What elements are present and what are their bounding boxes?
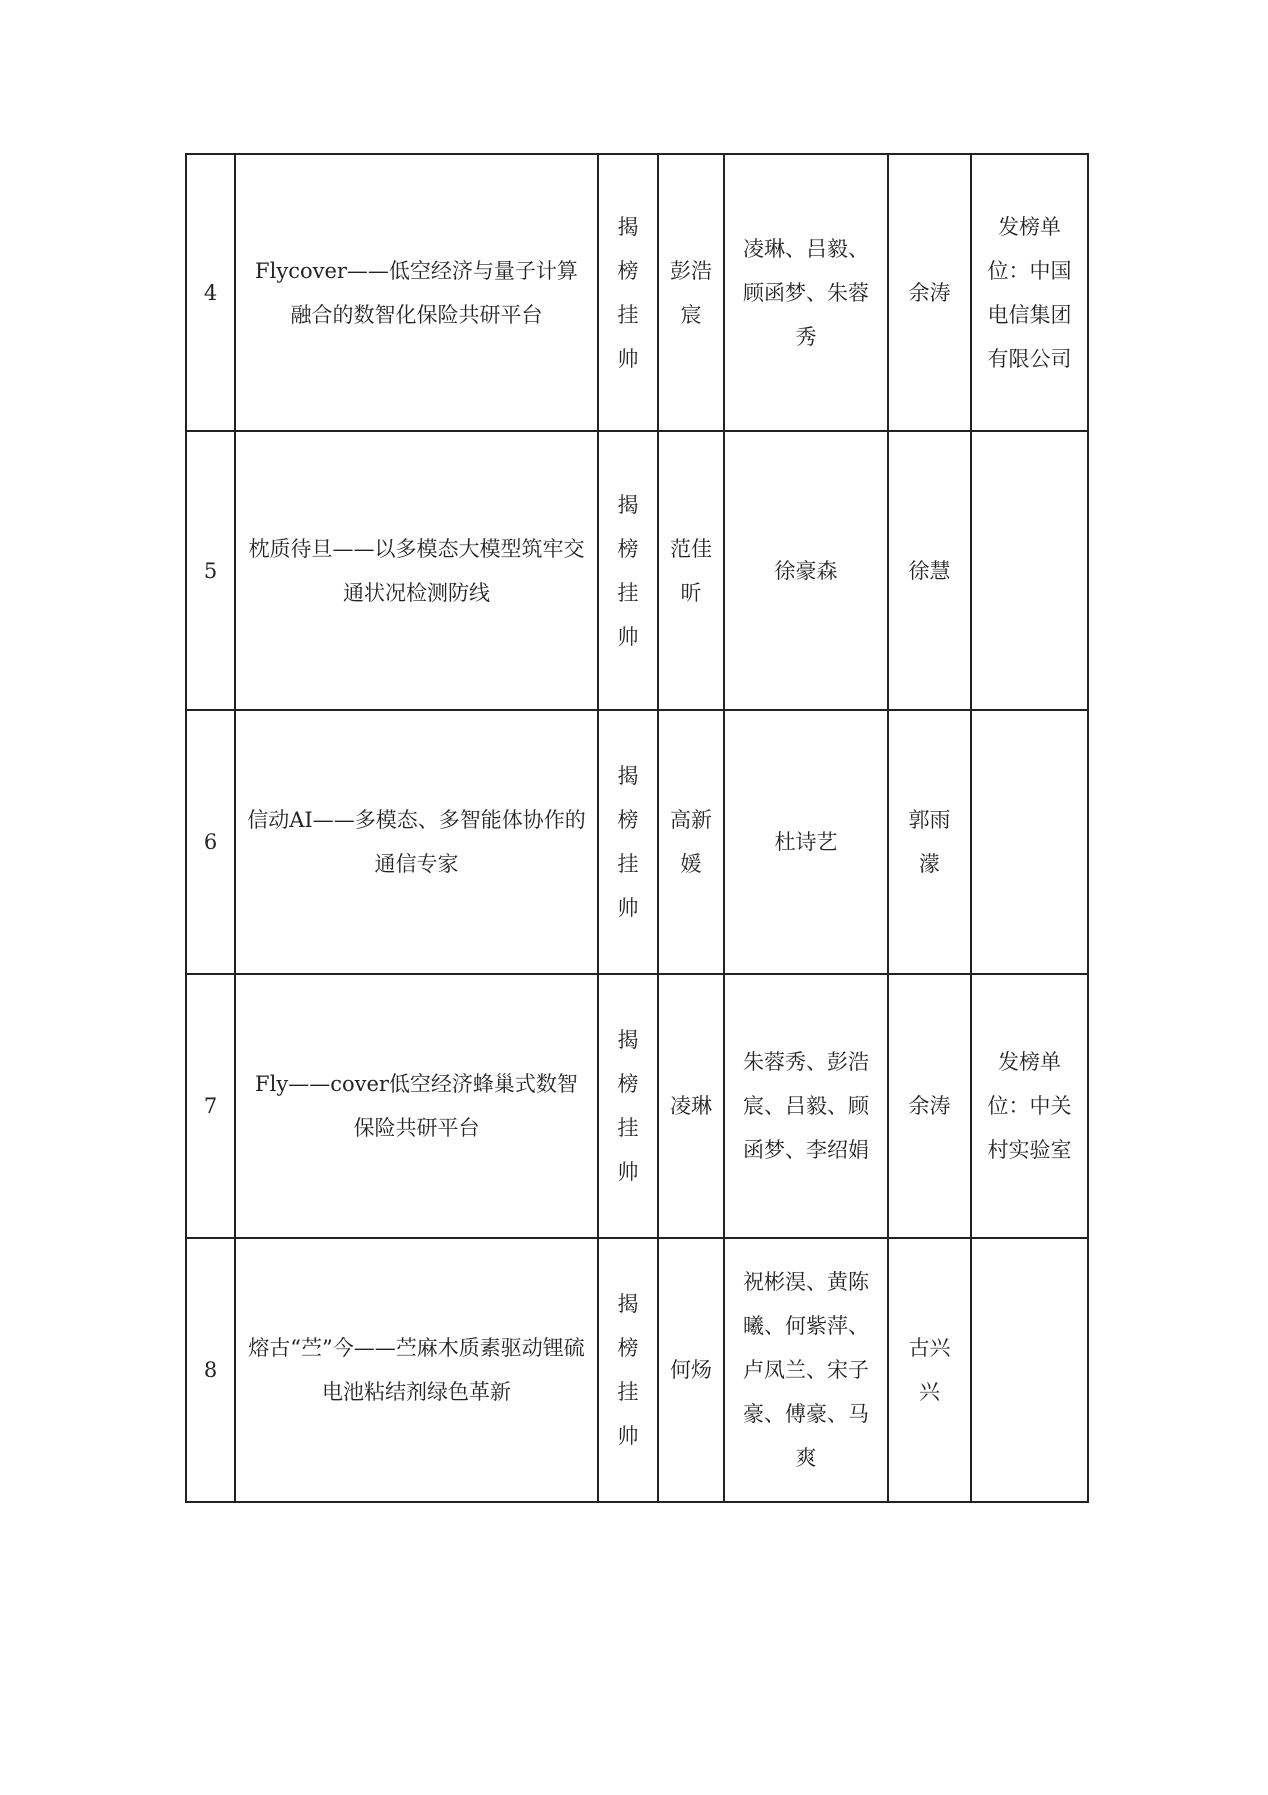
project-name: Fly——cover低空经济蜂巢式数智保险共研平台 <box>235 974 598 1238</box>
team-members: 凌琳、吕毅、顾函梦、朱蓉秀 <box>724 154 888 431</box>
team-leader: 高新媛 <box>658 710 724 974</box>
table-row <box>186 710 1088 974</box>
issuing-unit <box>971 1238 1088 1502</box>
table-row <box>186 1238 1088 1502</box>
row-number: 6 <box>186 710 235 974</box>
team-leader: 彭浩宸 <box>658 154 724 431</box>
project-type: 揭榜挂帅 <box>598 154 658 431</box>
table-row <box>186 431 1088 710</box>
issuing-unit <box>971 710 1088 974</box>
row-number: 7 <box>186 974 235 1238</box>
team-leader: 范佳昕 <box>658 431 724 710</box>
row-number: 5 <box>186 431 235 710</box>
project-type: 揭榜挂帅 <box>598 974 658 1238</box>
team-members: 朱蓉秀、彭浩宸、吕毅、顾函梦、李绍娟 <box>724 974 888 1238</box>
issuing-unit <box>971 431 1088 710</box>
project-name: 信动AI——多模态、多智能体协作的通信专家 <box>235 710 598 974</box>
team-members: 徐豪森 <box>724 431 888 710</box>
project-table <box>185 153 1089 1503</box>
project-name: 枕质待旦——以多模态大模型筑牢交通状况检测防线 <box>235 431 598 710</box>
project-type: 揭榜挂帅 <box>598 431 658 710</box>
project-name: Flycover——低空经济与量子计算融合的数智化保险共研平台 <box>235 154 598 431</box>
team-members: 杜诗艺 <box>724 710 888 974</box>
project-type: 揭榜挂帅 <box>598 710 658 974</box>
table-row <box>186 154 1088 431</box>
row-number: 8 <box>186 1238 235 1502</box>
team-members: 祝彬淏、黄陈曦、何紫萍、卢凤兰、宋子豪、傅豪、马爽 <box>724 1238 888 1502</box>
row-number: 4 <box>186 154 235 431</box>
issuing-unit: 发榜单位：中国电信集团有限公司 <box>971 154 1088 431</box>
table-row <box>186 974 1088 1238</box>
advisor: 郭雨濛 <box>888 710 971 974</box>
advisor: 徐慧 <box>888 431 971 710</box>
advisor: 余涛 <box>888 974 971 1238</box>
team-leader: 凌琳 <box>658 974 724 1238</box>
advisor: 余涛 <box>888 154 971 431</box>
project-name: 熔古“苎”今——苎麻木质素驱动锂硫电池粘结剂绿色革新 <box>235 1238 598 1502</box>
advisor: 古兴兴 <box>888 1238 971 1502</box>
issuing-unit: 发榜单位：中关村实验室 <box>971 974 1088 1238</box>
team-leader: 何炀 <box>658 1238 724 1502</box>
project-type: 揭榜挂帅 <box>598 1238 658 1502</box>
